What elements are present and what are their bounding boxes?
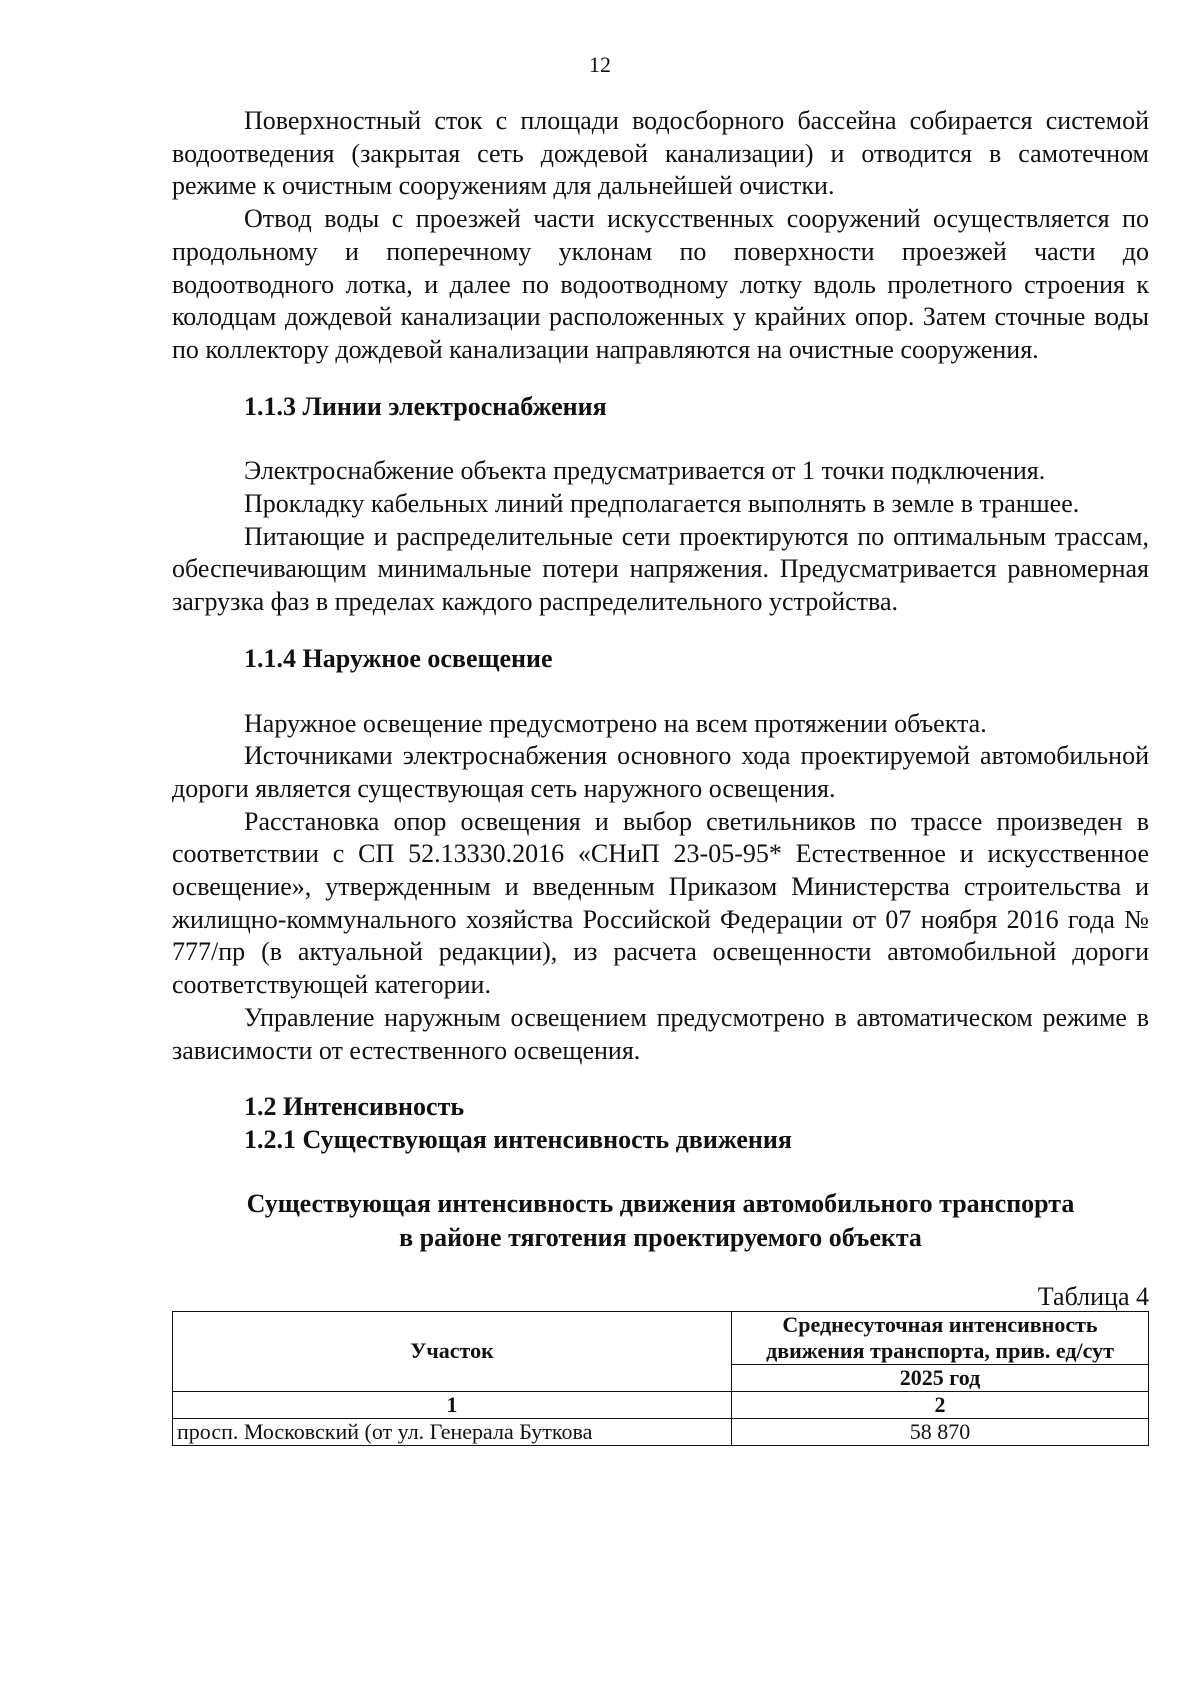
page-number: 12 xyxy=(589,52,611,77)
header-intensity xyxy=(732,1311,1149,1364)
header-intensity-line-1: Среднесуточная интенсивность xyxy=(782,1311,1098,1337)
header-section: Участок xyxy=(173,1311,732,1391)
document-body xyxy=(172,105,1149,1446)
header-intensity-line-2: движения транспорта, прив. ед/сут xyxy=(766,1337,1114,1363)
table-title-line-2: в районе тяготения проектируемого объекта xyxy=(399,1222,922,1252)
paragraph-surface-runoff: Поверхностный сток с площади водосборного бассейна собирается системой водоотведения (закрытая сеть дождевой канализации) и отводится в самотечном режиме к очистным сооружениям для дальнейшей очистки. xyxy=(172,106,1149,201)
paragraph-cable-laying: Прокладку кабельных линий предполагается выполнять в земле в траншее. xyxy=(244,489,1080,519)
paragraph-lighting-sources: Источниками электроснабжения основного хода проектируемой автомобильной дороги является существующая сеть наружного освещения. xyxy=(172,741,1149,803)
section-heading-intensity: 1.2 Интенсивность xyxy=(244,1092,465,1122)
paragraph-distribution-networks: Питающие и распределительные сети проектируются по оптимальным трассам, обеспечивающим минимальные потери напряжения. Предусматривается равномерная загрузка фаз в пределах каждого распределительного устройства. xyxy=(172,521,1149,617)
table-row xyxy=(173,1418,1149,1445)
column-number-1: 1 xyxy=(173,1391,732,1418)
table-header-row xyxy=(173,1311,1149,1364)
paragraph-lighting-coverage: Наружное освещение предусмотрено на всем протяжении объекта. xyxy=(244,708,987,738)
section-heading-power-lines: 1.1.3 Линии электроснабжения xyxy=(244,391,607,421)
cell-section: просп. Московский (от ул. Генерала Буткова xyxy=(173,1418,732,1445)
table-title-line-1: Существующая интенсивность движения автомобильного транспорта xyxy=(246,1188,1075,1218)
paragraph-power-supply: Электроснабжение объекта предусматривается от 1 точки подключения. xyxy=(244,456,1046,486)
column-number-2: 2 xyxy=(732,1391,1149,1418)
section-heading-existing-intensity: 1.2.1 Существующая интенсивность движения xyxy=(244,1124,792,1154)
cell-value: 58 870 xyxy=(732,1418,1149,1445)
paragraph-lighting-placement: Расстановка опор освещения и выбор светильников по трассе произведен в соответствии с СП 52.13330.2016 «СНиП 23-05-95* Естественное и искусственное освещение», утвержденным и введенным Приказом Министерства строительства и жилищно-коммунального хозяйства Российской Федерации от 07 ноября 2016 года № 777/пр (в актуальной редакции), из расчета освещенности автомобильной дороги соответствующей категории. xyxy=(172,806,1149,1000)
header-year: 2025 год xyxy=(732,1364,1149,1391)
paragraph-lighting-control: Управление наружным освещением предусмотрено в автоматическом режиме в зависимости от естественного освещения. xyxy=(172,1002,1149,1065)
table-title-block xyxy=(172,1187,1149,1255)
paragraph-water-drainage: Отвод воды с проезжей части искусственных сооружений осуществляется по продольному и поперечному уклонам по поверхности проезжей части до водоотводного лотка, и далее по водоотводному лотку вдоль пролетного строения к колодцам дождевой канализации расположенных у крайних опор. Затем сточные воды по коллектору дождевой канализации направляются на очистные сооружения. xyxy=(172,204,1149,364)
table-number-row xyxy=(173,1391,1149,1418)
table-label: Таблица 4 xyxy=(1037,1281,1149,1311)
section-heading-outdoor-lighting: 1.1.4 Наружное освещение xyxy=(244,643,553,673)
intensity-table xyxy=(172,1311,1149,1446)
